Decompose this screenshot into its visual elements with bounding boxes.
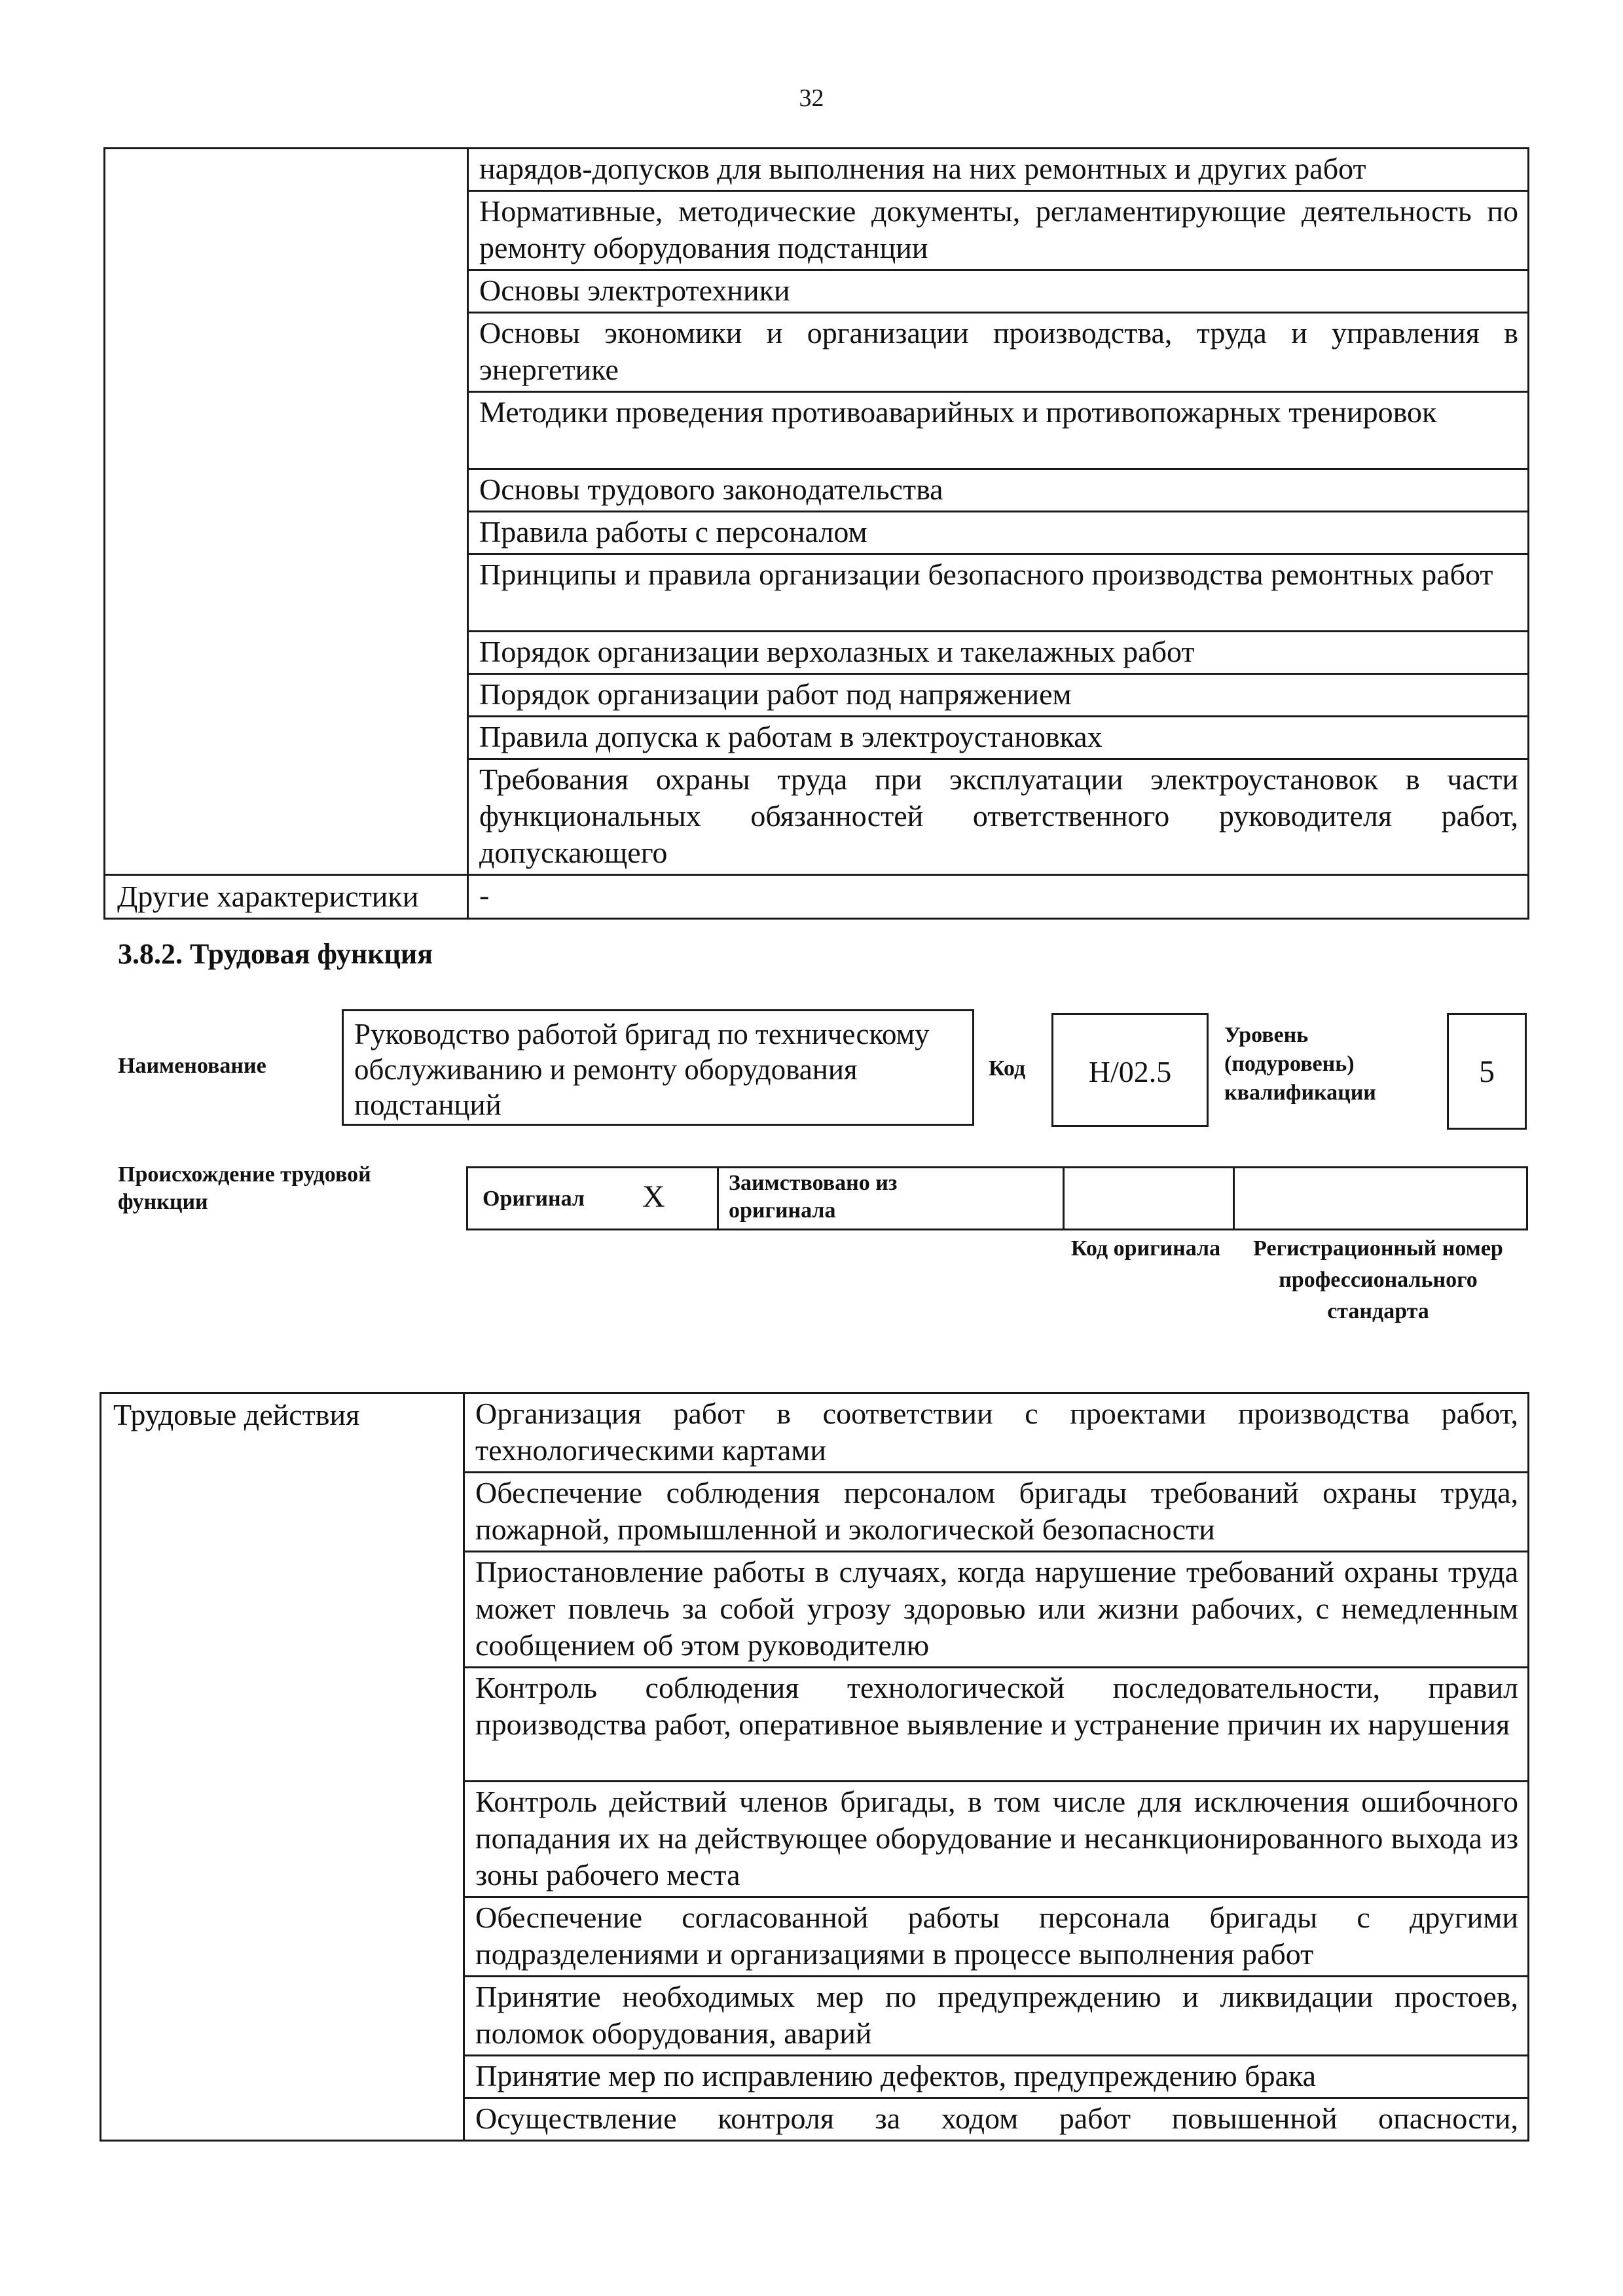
table-row	[101, 1393, 1529, 1473]
table-cell: Контроль действий членов бригады, в том числе для исключения ошибочного попадания их на действующее оборудование и несанкционированного выхода из зоны рабочего места	[475, 1785, 1518, 1892]
table-cell: Порядок организации верхолазных и такелажных работ	[479, 635, 1195, 668]
table-cell: Основы экономики и организации производства, труда и управления в энергетике	[479, 316, 1518, 386]
table-row	[105, 875, 1529, 919]
table-cell: Основы электротехники	[479, 274, 790, 307]
table-cell: Организация работ в соответствии с проектами производства работ, технологическими картами	[475, 1397, 1518, 1467]
page-number: 32	[799, 84, 824, 112]
table-cell: Принципы и правила организации безопасного производства ремонтных работ	[479, 558, 1493, 591]
level-box	[1447, 1013, 1527, 1130]
knowledge-table	[103, 147, 1529, 920]
table-cell: Правила допуска к работам в электроустановках	[479, 720, 1103, 753]
origin-label: Происхождение трудовой функции	[118, 1162, 371, 1214]
labor-actions-table	[100, 1392, 1529, 2142]
other-characteristics-value: -	[479, 878, 490, 912]
table-cell: Принятие необходимых мер по предупреждению и ликвидации простоев, поломок оборудования, аварий	[475, 1980, 1518, 2050]
section-heading: 3.8.2. Трудовая функция	[118, 938, 433, 970]
table-cell: Требования охраны труда при эксплуатации электроустановок в части функциональных обязанностей ответственного руководителя работ, допускающего	[479, 762, 1518, 869]
table-cell: Обеспечение соблюдения персоналом бригады требований охраны труда, пожарной, промышленной и экологической безопасности	[475, 1476, 1518, 1546]
knowledge-left-cell	[105, 149, 468, 875]
table-cell: Правила работы с персоналом	[479, 515, 867, 548]
reg-caption: Регистрационный номер профессионального стандарта	[1253, 1236, 1503, 1323]
code-caption: Код оригинала	[1070, 1236, 1221, 1261]
level-value: 5	[1479, 1054, 1495, 1089]
table-cell: Контроль соблюдения технологической последовательности, правил производства работ, оперативное выявление и устранение причин их нарушения	[475, 1671, 1518, 1741]
function-name-box	[342, 1009, 974, 1126]
table-cell: Принятие мер по исправлению дефектов, предупреждению брака	[475, 2059, 1317, 2092]
level-label: Уровень (подуровень) квалификации	[1224, 1023, 1376, 1105]
table-cell: Порядок организации работ под напряжением	[479, 677, 1072, 711]
other-characteristics-label: Другие характеристики	[105, 875, 468, 919]
table-cell: Обеспечение согласованной работы персонала бригады с другими подразделениями и организациями в процессе выполнения работ	[475, 1901, 1518, 1971]
labor-actions-label: Трудовые действия	[101, 1393, 464, 2141]
table-row	[105, 149, 1529, 191]
name-label: Наименование	[118, 1054, 266, 1078]
code-value: H/02.5	[1088, 1055, 1172, 1088]
origin-row	[466, 1166, 1528, 1230]
code-label: Код	[989, 1056, 1026, 1081]
borrowed-label: Заимствовано из оригинала	[729, 1171, 898, 1223]
table-cell: Методики проведения противоаварийных и противопожарных тренировок	[479, 395, 1437, 429]
table-cell: Осуществление контроля за ходом работ повышенной опасности,	[475, 2102, 1518, 2135]
table-cell: Основы трудового законодательства	[479, 473, 943, 506]
table-cell: Приостановление работы в случаях, когда нарушение требований охраны труда может повлечь за собой угрозу здоровью или жизни рабочих, с немедленным сообщением об этом руководителю	[475, 1555, 1518, 1662]
table-cell: Нормативные, методические документы, регламентирующие деятельность по ремонту оборудования подстанции	[479, 194, 1518, 264]
code-box	[1051, 1013, 1209, 1127]
table-cell: нарядов-допусков для выполнения на них ремонтных и других работ	[479, 152, 1366, 185]
original-mark: X	[642, 1179, 665, 1214]
function-name: Руководство работой бригад по техническому обслуживанию и ремонту оборудования подстанций	[354, 1018, 930, 1121]
original-label: Оригинал	[483, 1187, 585, 1211]
